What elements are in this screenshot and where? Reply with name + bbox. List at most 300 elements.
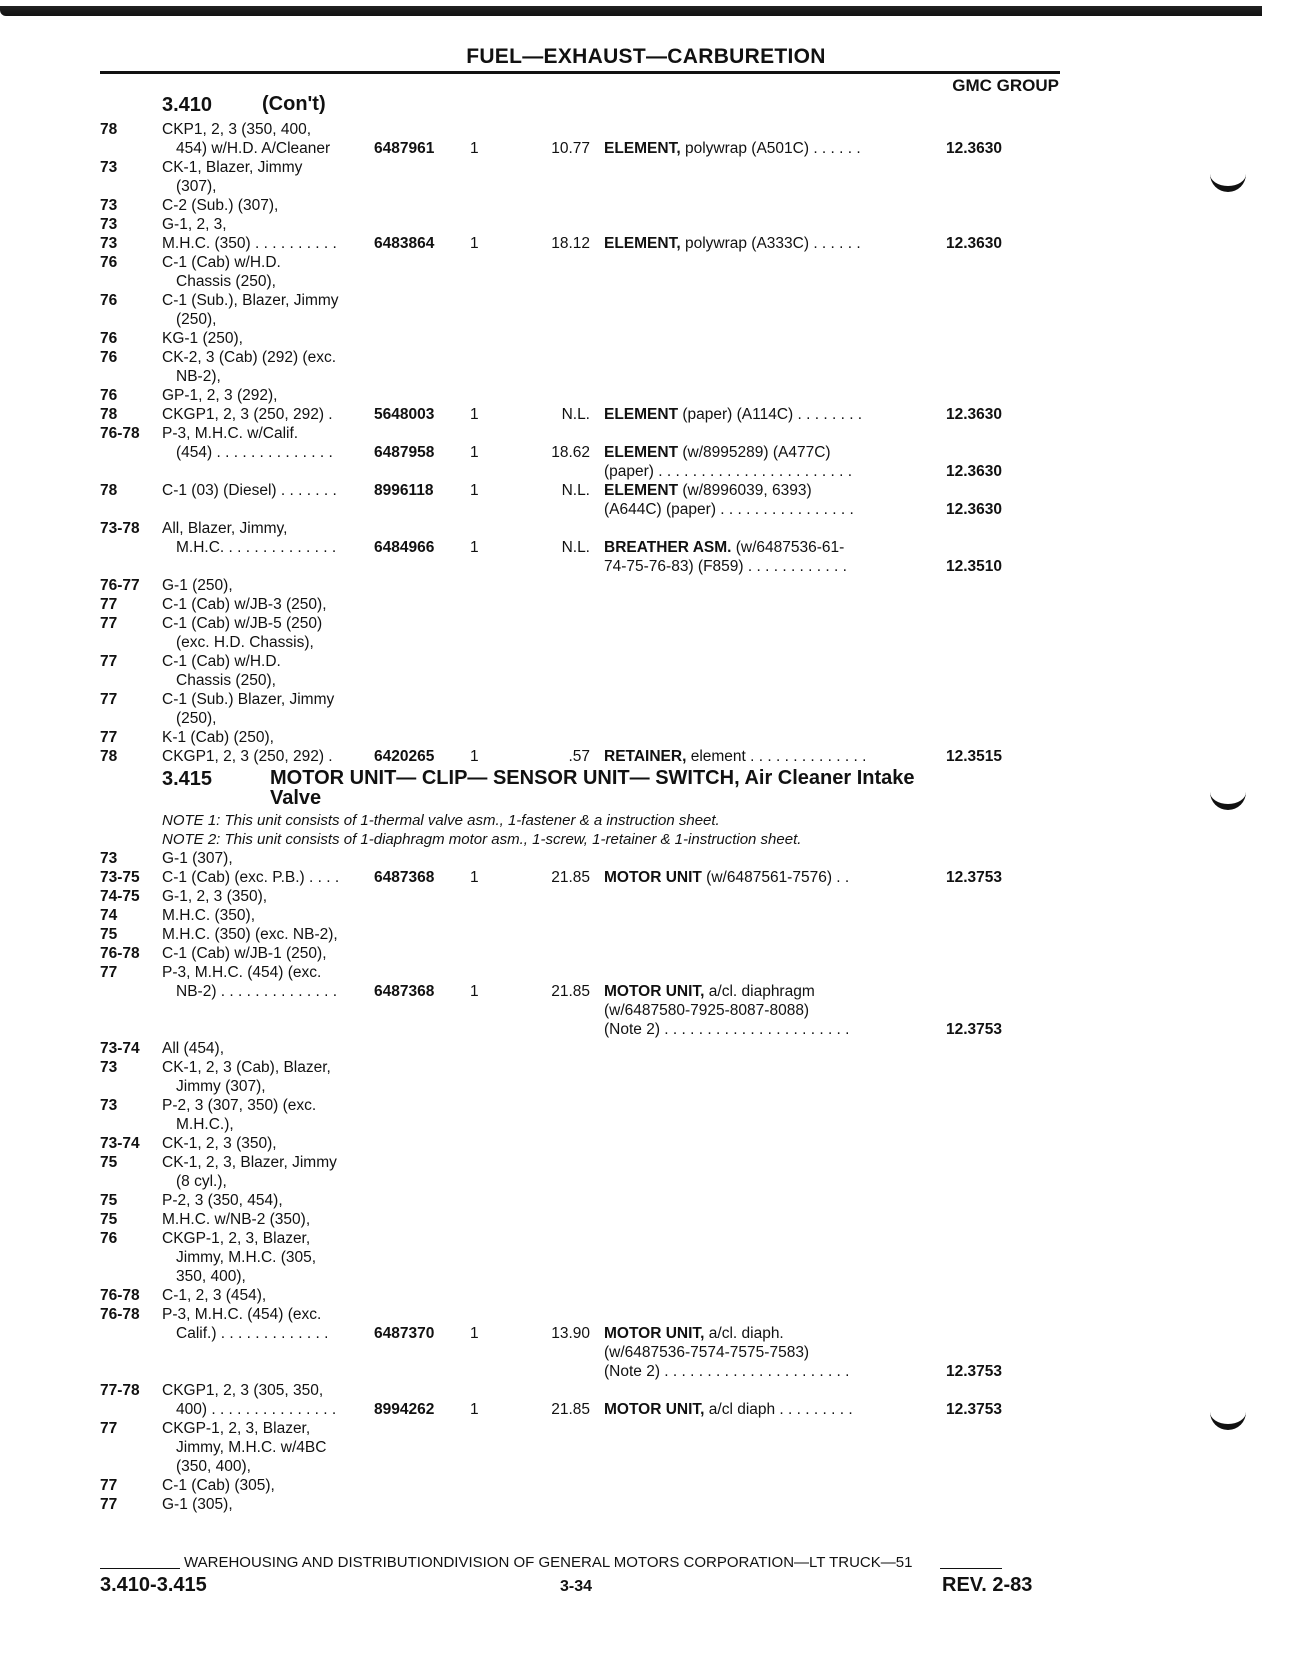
description-cell bbox=[604, 386, 922, 405]
table-row bbox=[100, 1305, 1060, 1324]
application-cell: C-1 (Cab) w/JB-5 (250) bbox=[162, 615, 323, 632]
table-row bbox=[100, 709, 1060, 728]
description-detail: (w/6487561-7576) . . bbox=[701, 869, 850, 886]
price-cell: 18.12 bbox=[551, 235, 590, 252]
year-cell bbox=[100, 272, 162, 291]
quantity-cell bbox=[470, 196, 510, 215]
part-number-cell bbox=[374, 1343, 470, 1362]
table-row bbox=[100, 925, 1060, 944]
price-cell: .57 bbox=[568, 748, 590, 765]
price-cell bbox=[510, 728, 604, 747]
year-cell: 77 bbox=[100, 964, 118, 981]
group-ref-cell bbox=[922, 120, 1002, 139]
price-cell bbox=[510, 1438, 604, 1457]
group-ref-cell: 12.3753 bbox=[945, 1021, 1002, 1038]
price-cell bbox=[510, 887, 604, 906]
application-cell bbox=[162, 1362, 374, 1381]
group-ref-cell bbox=[922, 1324, 1002, 1343]
table-row bbox=[100, 1210, 1060, 1229]
description-cell bbox=[604, 1248, 922, 1267]
quantity-cell bbox=[470, 1172, 510, 1191]
quantity-cell: 1 bbox=[470, 140, 479, 157]
application-cell: G-1 (307), bbox=[162, 850, 233, 867]
year-cell: 75 bbox=[100, 1192, 118, 1209]
description-detail: (w/6487580-7925-8087-8088) bbox=[604, 1002, 810, 1019]
price-cell bbox=[510, 310, 604, 329]
part-number-cell bbox=[374, 849, 470, 868]
part-number-cell bbox=[374, 177, 470, 196]
group-ref-cell bbox=[922, 1305, 1002, 1324]
quantity-cell bbox=[470, 1077, 510, 1096]
application-cell: G-1, 2, 3 (350), bbox=[162, 888, 268, 905]
group-ref-cell bbox=[922, 1286, 1002, 1305]
table-row bbox=[100, 1153, 1060, 1172]
description-cell bbox=[604, 982, 922, 1001]
quantity-cell: 1 bbox=[470, 1401, 479, 1418]
table-row bbox=[100, 906, 1060, 925]
note-1: NOTE 1: This unit consists of 1-thermal valve asm., 1-fastener & a instruction sheet. bbox=[162, 812, 720, 829]
group-ref-cell bbox=[922, 424, 1002, 443]
part-number-cell bbox=[374, 887, 470, 906]
part-number-cell bbox=[374, 1020, 470, 1039]
description-detail: (w/8995289) (A477C) bbox=[678, 444, 831, 461]
part-number-cell bbox=[374, 348, 470, 367]
application-cell: CK-2, 3 (Cab) (292) (exc. bbox=[162, 349, 336, 366]
part-number-cell bbox=[374, 671, 470, 690]
price-cell bbox=[510, 500, 604, 519]
part-number-cell bbox=[374, 1362, 470, 1381]
description-detail: element . . . . . . . . . . . . . . bbox=[686, 748, 867, 765]
table-row bbox=[100, 728, 1060, 747]
quantity-cell bbox=[470, 906, 510, 925]
price-cell bbox=[510, 1476, 604, 1495]
application-cell: NB-2), bbox=[176, 368, 221, 385]
price-cell bbox=[510, 1001, 604, 1020]
application-cell: Jimmy, M.H.C. w/4BC bbox=[176, 1439, 327, 1456]
part-number-cell bbox=[374, 386, 470, 405]
price-cell bbox=[510, 849, 604, 868]
description-cell bbox=[604, 405, 922, 424]
section-title bbox=[270, 768, 915, 808]
description-cell bbox=[604, 1400, 922, 1419]
group-ref-cell bbox=[922, 538, 1002, 557]
price-cell bbox=[510, 272, 604, 291]
description-cell bbox=[604, 329, 922, 348]
price-cell bbox=[510, 1362, 604, 1381]
description-cell bbox=[604, 158, 922, 177]
year-cell: 76 bbox=[100, 292, 118, 309]
group-ref-cell: 12.3630 bbox=[945, 406, 1002, 423]
group-ref-cell: 12.3753 bbox=[945, 869, 1002, 886]
group-ref-cell: 12.3630 bbox=[945, 501, 1002, 518]
description-cell bbox=[604, 1343, 922, 1362]
description-name: ELEMENT bbox=[604, 406, 679, 423]
quantity-cell: 1 bbox=[470, 748, 479, 765]
table-row bbox=[100, 196, 1060, 215]
application-cell: C-1 (Cab) w/H.D. bbox=[162, 254, 281, 271]
price-cell bbox=[510, 1229, 604, 1248]
price-cell bbox=[510, 253, 604, 272]
description-cell bbox=[604, 1134, 922, 1153]
part-number-cell bbox=[374, 291, 470, 310]
table-row bbox=[100, 443, 1060, 462]
table-row bbox=[100, 1191, 1060, 1210]
quantity-cell bbox=[470, 177, 510, 196]
year-cell bbox=[100, 1400, 162, 1419]
quantity-cell bbox=[470, 272, 510, 291]
group-ref-cell bbox=[922, 1267, 1002, 1286]
price-cell: N.L. bbox=[561, 406, 590, 423]
description-cell bbox=[604, 1058, 922, 1077]
price-cell bbox=[510, 215, 604, 234]
table-row bbox=[100, 1286, 1060, 1305]
table-row bbox=[100, 1001, 1060, 1020]
group-ref-cell bbox=[922, 728, 1002, 747]
application-cell: C-1 (Cab) w/H.D. bbox=[162, 653, 281, 670]
part-number-cell bbox=[374, 329, 470, 348]
description-detail: polywrap (A333C) . . . . . . bbox=[680, 235, 861, 252]
table-row bbox=[100, 1495, 1060, 1514]
application-cell: NB-2) . . . . . . . . . . . . . . bbox=[176, 983, 338, 1000]
table-row bbox=[100, 500, 1060, 519]
group-ref-cell: 12.3510 bbox=[945, 558, 1002, 575]
group-ref-cell bbox=[922, 1343, 1002, 1362]
description-name: BREATHER ASM. bbox=[604, 539, 732, 556]
year-cell bbox=[100, 557, 162, 576]
description-cell bbox=[604, 690, 922, 709]
quantity-cell: 1 bbox=[470, 482, 479, 499]
table-row bbox=[100, 1020, 1060, 1039]
quantity-cell bbox=[470, 925, 510, 944]
top-border-rule bbox=[0, 6, 1262, 16]
year-cell: 73 bbox=[100, 235, 118, 252]
year-cell bbox=[100, 1362, 162, 1381]
year-cell bbox=[100, 443, 162, 462]
description-cell bbox=[604, 557, 922, 576]
description-name: MOTOR UNIT, bbox=[604, 1325, 705, 1342]
part-number-cell bbox=[374, 1096, 470, 1115]
group-ref-cell bbox=[922, 595, 1002, 614]
price-cell bbox=[510, 462, 604, 481]
application-cell bbox=[162, 1001, 374, 1020]
quantity-cell bbox=[470, 557, 510, 576]
table-row bbox=[100, 1172, 1060, 1191]
table-row bbox=[100, 1115, 1060, 1134]
table-row bbox=[100, 253, 1060, 272]
table-row bbox=[100, 963, 1060, 982]
price-cell: 18.62 bbox=[551, 444, 590, 461]
quantity-cell bbox=[470, 120, 510, 139]
year-cell bbox=[100, 139, 162, 158]
part-number-cell bbox=[374, 519, 470, 538]
quantity-cell bbox=[470, 500, 510, 519]
part-number-cell: 6487958 bbox=[374, 444, 435, 461]
group-ref-cell bbox=[922, 690, 1002, 709]
description-cell bbox=[604, 348, 922, 367]
quantity-cell bbox=[470, 1438, 510, 1457]
description-cell bbox=[604, 1210, 922, 1229]
group-ref-cell bbox=[922, 177, 1002, 196]
application-cell: C-1, 2, 3 (454), bbox=[162, 1287, 267, 1304]
table-row bbox=[100, 633, 1060, 652]
section-header-3415 bbox=[100, 768, 1060, 808]
description-name: ELEMENT, bbox=[604, 140, 681, 157]
price-cell bbox=[510, 944, 604, 963]
year-cell: 73-74 bbox=[100, 1040, 140, 1057]
table-row bbox=[100, 1077, 1060, 1096]
year-cell bbox=[100, 1115, 162, 1134]
quantity-cell bbox=[470, 1210, 510, 1229]
quantity-cell: 1 bbox=[470, 444, 479, 461]
year-cell bbox=[100, 1267, 162, 1286]
year-cell bbox=[100, 1343, 162, 1362]
application-cell bbox=[162, 1343, 374, 1362]
description-cell bbox=[604, 253, 922, 272]
section-header-3410 bbox=[100, 94, 1060, 117]
table-row bbox=[100, 1134, 1060, 1153]
application-cell: P-2, 3 (307, 350) (exc. bbox=[162, 1097, 317, 1114]
part-number-cell bbox=[374, 1457, 470, 1476]
year-cell bbox=[100, 1324, 162, 1343]
table-row bbox=[100, 1096, 1060, 1115]
description-cell bbox=[604, 576, 922, 595]
price-cell bbox=[510, 690, 604, 709]
application-cell: P-3, M.H.C. w/Calif. bbox=[162, 425, 299, 442]
table-row bbox=[100, 944, 1060, 963]
price-cell bbox=[510, 120, 604, 139]
description-cell bbox=[604, 1039, 922, 1058]
application-cell: (exc. H.D. Chassis), bbox=[176, 634, 314, 651]
description-cell bbox=[604, 614, 922, 633]
year-cell bbox=[100, 1172, 162, 1191]
table-row bbox=[100, 1438, 1060, 1457]
table-row bbox=[100, 887, 1060, 906]
year-cell bbox=[100, 538, 162, 557]
description-cell bbox=[604, 849, 922, 868]
description-cell bbox=[604, 1172, 922, 1191]
table-row bbox=[100, 614, 1060, 633]
price-cell bbox=[510, 329, 604, 348]
part-number-cell bbox=[374, 462, 470, 481]
quantity-cell bbox=[470, 963, 510, 982]
part-number-cell bbox=[374, 1058, 470, 1077]
application-cell: CKP1, 2, 3 (350, 400, bbox=[162, 121, 312, 138]
price-cell bbox=[510, 367, 604, 386]
table-row bbox=[100, 1419, 1060, 1438]
price-cell bbox=[510, 1419, 604, 1438]
quantity-cell bbox=[470, 1419, 510, 1438]
table-row bbox=[100, 519, 1060, 538]
part-number-cell bbox=[374, 963, 470, 982]
price-cell: 10.77 bbox=[551, 140, 590, 157]
group-ref-cell bbox=[922, 1153, 1002, 1172]
part-number-cell: 8994262 bbox=[374, 1401, 435, 1418]
group-ref-cell bbox=[922, 272, 1002, 291]
part-number-cell bbox=[374, 1438, 470, 1457]
table-row bbox=[100, 1381, 1060, 1400]
table-row bbox=[100, 139, 1060, 158]
group-ref-cell: 12.3515 bbox=[945, 748, 1002, 765]
group-ref-cell bbox=[922, 1096, 1002, 1115]
table-row bbox=[100, 367, 1060, 386]
price-cell: 13.90 bbox=[551, 1325, 590, 1342]
part-number-cell bbox=[374, 253, 470, 272]
group-ref-cell bbox=[922, 1248, 1002, 1267]
year-cell bbox=[100, 310, 162, 329]
part-number-cell bbox=[374, 1286, 470, 1305]
table-row bbox=[100, 868, 1060, 887]
price-cell bbox=[510, 1305, 604, 1324]
application-cell: CK-1, 2, 3, Blazer, Jimmy bbox=[162, 1154, 337, 1171]
year-cell: 73 bbox=[100, 159, 118, 176]
binder-ring-mark bbox=[1206, 1400, 1250, 1428]
description-cell bbox=[604, 196, 922, 215]
quantity-cell bbox=[470, 462, 510, 481]
table-row bbox=[100, 272, 1060, 291]
description-cell bbox=[604, 1324, 922, 1343]
year-cell: 78 bbox=[100, 748, 118, 765]
quantity-cell bbox=[470, 158, 510, 177]
price-cell bbox=[510, 348, 604, 367]
application-cell: C-1 (Cab) w/JB-1 (250), bbox=[162, 945, 327, 962]
description-cell bbox=[604, 519, 922, 538]
table-row bbox=[100, 481, 1060, 500]
price-cell: 21.85 bbox=[551, 983, 590, 1000]
description-cell bbox=[604, 1305, 922, 1324]
page-title: FUEL—EXHAUST—CARBURETION bbox=[466, 45, 826, 68]
price-cell bbox=[510, 671, 604, 690]
part-number-cell bbox=[374, 1153, 470, 1172]
quantity-cell bbox=[470, 1153, 510, 1172]
year-cell: 76 bbox=[100, 254, 118, 271]
table-row bbox=[100, 982, 1060, 1001]
quantity-cell bbox=[470, 595, 510, 614]
year-cell: 75 bbox=[100, 1154, 118, 1171]
description-detail: (w/6487536-61- bbox=[731, 539, 845, 556]
part-number-cell: 6420265 bbox=[374, 748, 435, 765]
footer-page-number: 3-34 bbox=[560, 1578, 593, 1595]
application-cell: P-3, M.H.C. (454) (exc. bbox=[162, 964, 322, 981]
application-cell: Calif.) . . . . . . . . . . . . . bbox=[176, 1325, 329, 1342]
group-ref-cell bbox=[922, 982, 1002, 1001]
group-ref-cell bbox=[922, 519, 1002, 538]
group-ref-cell bbox=[922, 614, 1002, 633]
part-number-cell bbox=[374, 1115, 470, 1134]
quantity-cell bbox=[470, 1020, 510, 1039]
description-detail: (w/8996039, 6393) bbox=[678, 482, 812, 499]
group-ref-cell bbox=[922, 1457, 1002, 1476]
quantity-cell bbox=[470, 849, 510, 868]
description-name: ELEMENT, bbox=[604, 235, 681, 252]
application-cell: C-1 (Cab) (305), bbox=[162, 1477, 275, 1494]
table-row bbox=[100, 234, 1060, 253]
application-cell: M.H.C. (350) (exc. NB-2), bbox=[162, 926, 338, 943]
group-ref-cell bbox=[922, 944, 1002, 963]
description-cell bbox=[604, 1077, 922, 1096]
description-cell bbox=[604, 462, 922, 481]
quantity-cell bbox=[470, 1039, 510, 1058]
description-cell bbox=[604, 963, 922, 982]
price-cell bbox=[510, 1286, 604, 1305]
application-cell: (250), bbox=[176, 710, 217, 727]
table-row bbox=[100, 652, 1060, 671]
year-cell bbox=[100, 500, 162, 519]
description-cell bbox=[604, 272, 922, 291]
part-number-cell bbox=[374, 633, 470, 652]
application-cell: (8 cyl.), bbox=[176, 1173, 227, 1190]
year-cell: 78 bbox=[100, 482, 118, 499]
price-cell bbox=[510, 1457, 604, 1476]
footer-revision: REV. 2-83 bbox=[942, 1574, 1033, 1596]
group-ref-cell bbox=[922, 887, 1002, 906]
description-cell bbox=[604, 887, 922, 906]
group-ref-cell bbox=[922, 1381, 1002, 1400]
part-number-cell bbox=[374, 1267, 470, 1286]
table-row bbox=[100, 1476, 1060, 1495]
part-number-cell bbox=[374, 1419, 470, 1438]
price-cell bbox=[510, 1267, 604, 1286]
year-cell bbox=[100, 1248, 162, 1267]
price-cell bbox=[510, 963, 604, 982]
description-cell bbox=[604, 1457, 922, 1476]
footer-publisher-line bbox=[100, 1554, 1060, 1571]
year-cell: 77 bbox=[100, 596, 118, 613]
application-cell: P-3, M.H.C. (454) (exc. bbox=[162, 1306, 322, 1323]
application-cell: P-2, 3 (350, 454), bbox=[162, 1192, 283, 1209]
price-cell bbox=[510, 1495, 604, 1514]
table-row bbox=[100, 1039, 1060, 1058]
quantity-cell bbox=[470, 1001, 510, 1020]
year-cell bbox=[100, 367, 162, 386]
part-number-cell bbox=[374, 1172, 470, 1191]
description-cell bbox=[604, 595, 922, 614]
quantity-cell bbox=[470, 1305, 510, 1324]
section-number: 3.415 bbox=[162, 768, 213, 790]
description-name: ELEMENT bbox=[604, 482, 679, 499]
quantity-cell bbox=[470, 1495, 510, 1514]
year-cell: 76 bbox=[100, 387, 118, 404]
quantity-cell bbox=[470, 671, 510, 690]
description-cell bbox=[604, 1153, 922, 1172]
application-cell: (454) . . . . . . . . . . . . . . bbox=[176, 444, 333, 461]
price-cell bbox=[510, 1172, 604, 1191]
quantity-cell bbox=[470, 1362, 510, 1381]
quantity-cell bbox=[470, 652, 510, 671]
group-ref-cell bbox=[922, 1476, 1002, 1495]
table-row bbox=[100, 576, 1060, 595]
group-ref-cell bbox=[922, 1001, 1002, 1020]
application-cell: Chassis (250), bbox=[176, 672, 276, 689]
section-title-line1: MOTOR UNIT— CLIP— SENSOR UNIT— SWITCH, Air Cleaner Intake bbox=[270, 767, 915, 789]
part-number-cell bbox=[374, 1191, 470, 1210]
quantity-cell: 1 bbox=[470, 1325, 479, 1342]
application-cell: 454) w/H.D. A/Cleaner bbox=[176, 140, 331, 157]
table-row bbox=[100, 158, 1060, 177]
quantity-cell: 1 bbox=[470, 235, 479, 252]
description-cell bbox=[604, 1438, 922, 1457]
part-number-cell bbox=[374, 272, 470, 291]
price-cell bbox=[510, 1191, 604, 1210]
description-cell bbox=[604, 906, 922, 925]
application-cell: C-2 (Sub.) (307), bbox=[162, 197, 279, 214]
application-cell: CKGP-1, 2, 3, Blazer, bbox=[162, 1230, 311, 1247]
application-cell: M.H.C. (350), bbox=[162, 907, 256, 924]
application-cell bbox=[162, 462, 374, 481]
quantity-cell bbox=[470, 576, 510, 595]
quantity-cell bbox=[470, 728, 510, 747]
group-ref-cell bbox=[922, 671, 1002, 690]
description-cell bbox=[604, 1001, 922, 1020]
